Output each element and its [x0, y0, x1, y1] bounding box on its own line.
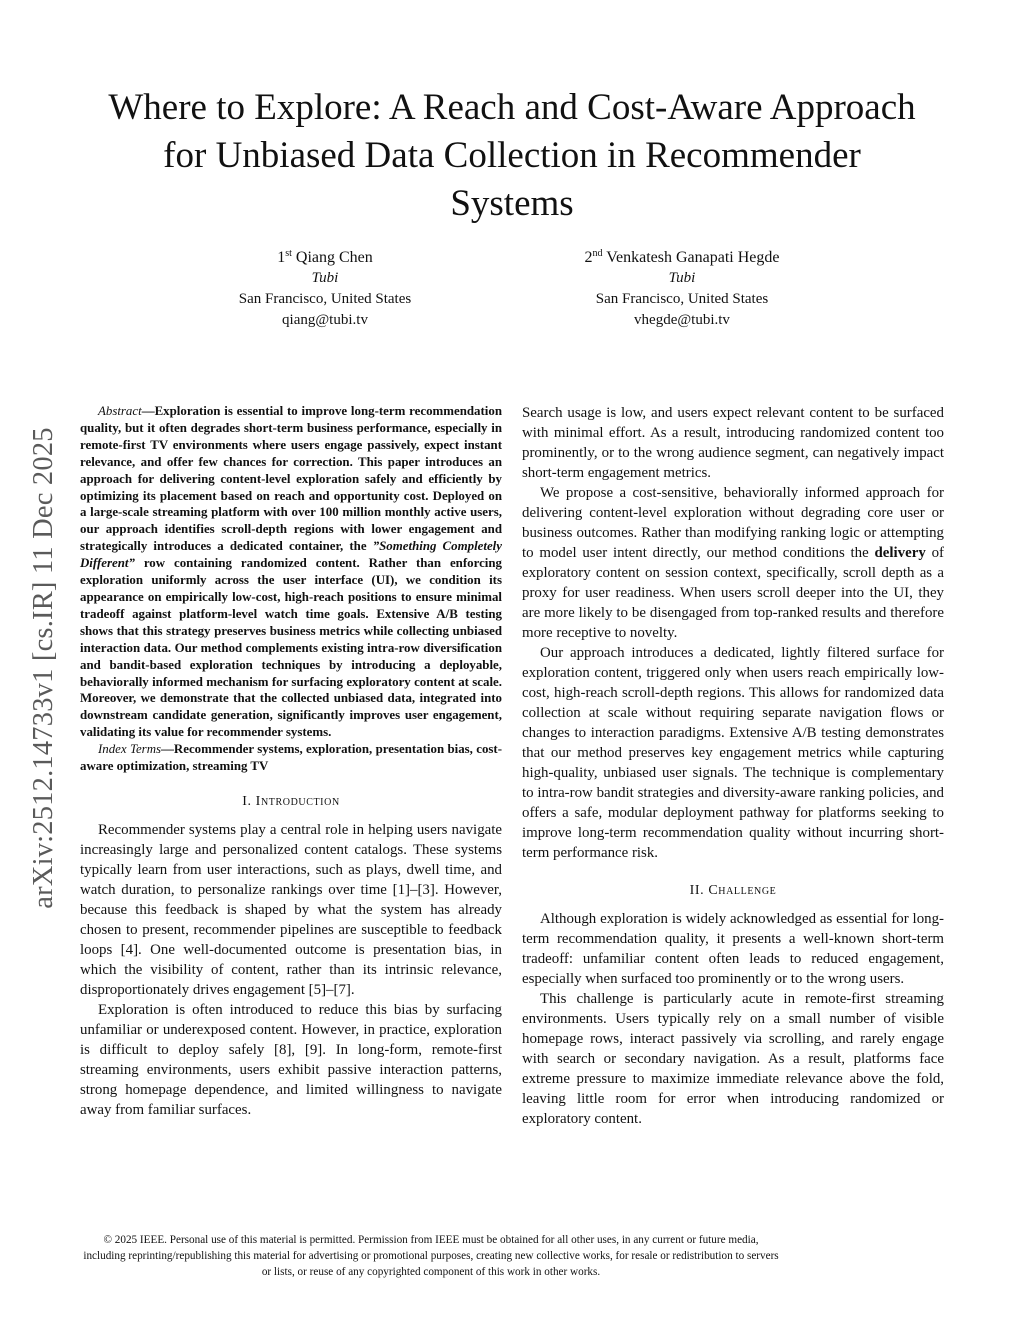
- paragraph: Exploration is often introduced to reduce this bias by surfacing unfamiliar or underexposed content. However, in practice, exploration is difficult to deploy safely [8], [9]. In long-form, remote-first streaming environments, users exhibit passive interaction patterns, strong homepage dependence, and limited willingness to navigate away from familiar surfaces.: [80, 1001, 502, 1118]
- author-email: vhegde@tubi.tv: [634, 312, 730, 328]
- author-affiliation: Tubi: [668, 270, 696, 286]
- author-email: qiang@tubi.tv: [282, 312, 368, 328]
- right-column: [522, 403, 944, 1129]
- abstract: Abstract—Exploration is essential to improve long-term recommendation quality, but it often degrades short-term business performance, especially in remote-first TV environments where users engage passively, expect instant relevance, and offer few chances for correction. This paper introduces an approach for delivering content-level exploration safely and efficiently by optimizing its placement based on reach and opportunity cost. Deployed on a large-scale streaming platform with over 100 million monthly active users, our approach identifies scroll-depth regions with lower engagement and strategically introduces a dedicated container, the ”Something Completely Different” row containing randomized content. Rather than enforcing exploration uniformly across the user interface (UI), we condition its appearance on empirically low-cost, high-reach positions to ensure minimal tradeoff against platform-level watch time goals. Extensive A/B testing shows that this strategy preserves business metrics while collecting unbiased interaction data. Our method complements existing intra-row diversification and bandit-based exploration techniques by introducing a deployable, behaviorally informed mechanism for surfacing exploratory content at scale. Moreover, we demonstrate that the collected unbiased data, integrated into downstream candidate generation, significantly improves user engagement, validating its value for recommender systems.: [80, 404, 502, 740]
- author-block-1: [155, 247, 495, 331]
- left-column: [80, 403, 502, 1120]
- author-block-2: [512, 247, 852, 331]
- arxiv-identifier: arXiv:2512.14733v1 [cs.IR] 11 Dec 2025: [28, 427, 59, 909]
- emphasis: delivery: [874, 545, 926, 561]
- paragraph: We propose a cost-sensitive, behaviorally informed approach for delivering content-level exploration without degrading core user or business outcomes. Rather than modifying ranking logic or attempting to model user intent directly, our method conditions the delivery of exploratory content on session context, specifically, scroll depth as a proxy for user readiness. When users scroll deeper into the UI, they are more likely to be disengaged from top-ranked results and therefore more receptive to novelty.: [522, 485, 944, 641]
- paper-title: Where to Explore: A Reach and Cost-Aware Approach for Unbiased Data Collection in Recommender Systems: [108, 87, 916, 224]
- author-name: 2nd Venkatesh Ganapati Hegde: [584, 248, 780, 266]
- copyright-notice: © 2025 IEEE. Personal use of this material is permitted. Permission from IEEE must be obtained for all other uses, in any current or future media, including reprinting/republishing this material for advertising or promotional purposes, creating new collective works, for resale or redistribution to servers or lists, or reuse of any copyrighted component of this work in other works.: [83, 1234, 779, 1278]
- author-affiliation: Tubi: [311, 270, 339, 286]
- abstract-label: Abstract: [98, 404, 142, 418]
- author-location: San Francisco, United States: [595, 291, 769, 307]
- author-name: 1st Qiang Chen: [277, 248, 373, 266]
- index-terms: Index Terms—Recommender systems, exploration, presentation bias, cost-aware optimization, streaming TV: [80, 742, 503, 774]
- paragraph: Recommender systems play a central role in helping users navigate increasingly large and personalized content catalogs. These systems typically learn from user interactions, such as plays, dwell time, and watch duration, to personalize rankings over time [1]–[3]. However, because this feedback is shaped by what the system has already chosen to present, recommender pipelines are susceptible to feedback loops [4]. One well-documented outcome is presentation bias, in which the visibility of content, rather than its intrinsic relevance, disproportionately drives engagement [5]–[7].: [80, 821, 502, 998]
- paragraph: This challenge is particularly acute in remote-first streaming environments. Users typically rely on a small number of visible homepage rows, interact passively via scrolling, and rarely engage with search or secondary navigation. As a result, platforms face extreme pressure to maximize immediate relevance above the fold, leaving little room for error when introducing randomized or exploratory content.: [522, 991, 944, 1127]
- index-terms-label: Index Terms: [98, 742, 162, 757]
- author-location: San Francisco, United States: [238, 291, 412, 307]
- section-heading-challenge: II. Challenge: [689, 883, 777, 898]
- paragraph: Although exploration is widely acknowledged as essential for long-term recommendation quality, it presents a well-known short-term tradeoff: unfamiliar content often leads to reduced engagement, especially when surfaced too prominently or to the wrong users.: [522, 911, 944, 987]
- paragraph: Our approach introduces a dedicated, lightly filtered surface for exploration content, triggered only when users reach empirically low-cost, high-reach scroll-depth regions. This allows for randomized data collection at scale without requiring separate navigation flows or changes to interaction paradigms. Extensive A/B testing demonstrates that our method preserves key engagement metrics while capturing high-quality, unbiased user signals. The technique is complementary to intra-row bandit strategies and diversity-aware ranking policies, and offers a safe, modular deployment pathway for platforms seeking to improve long-term recommendation quality without incurring short-term performance risk.: [522, 645, 944, 861]
- row-name: ”Something Completely Different”: [80, 539, 502, 571]
- section-heading-introduction: I. Introduction: [242, 793, 340, 809]
- paragraph: Search usage is low, and users expect relevant content to be surfaced with minimal effort. As a result, introducing randomized content too prominently, or to the wrong audience segment, can negatively impact short-term engagement metrics.: [522, 405, 944, 481]
